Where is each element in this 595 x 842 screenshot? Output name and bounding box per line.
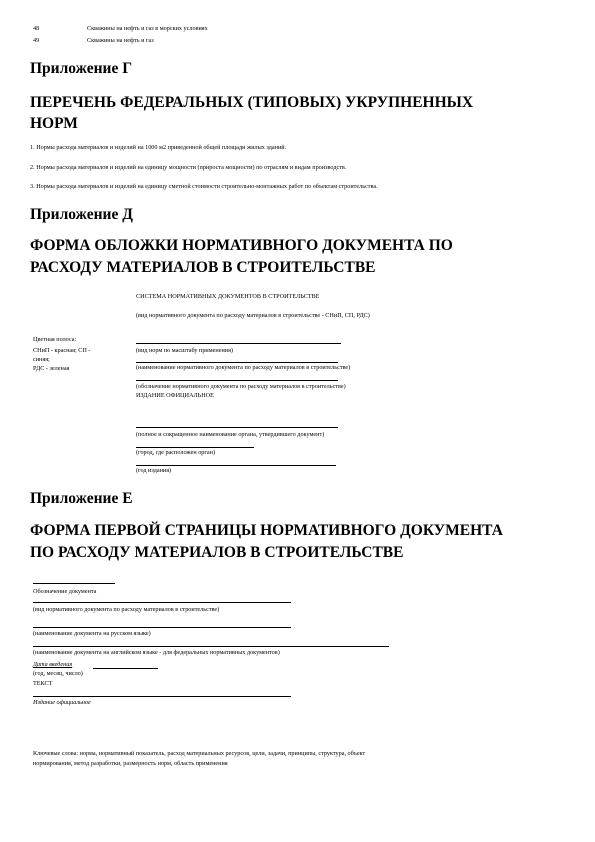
keywords-line-1: Ключевые слова: норма, нормативный показатель, расход материальных ресурсов, цели, задачи, принципы, структура, объект <box>33 750 366 757</box>
form-line <box>33 627 291 628</box>
cover-line <box>136 362 338 363</box>
form-line <box>33 583 115 584</box>
date-line <box>93 668 158 669</box>
keywords-line-2: нормирования, метод разработки, размерность норм, область применения <box>33 760 228 767</box>
row-number: 48 <box>33 25 40 32</box>
table-cell: Скважины на нефть и газ в морских условиях <box>87 25 208 32</box>
cover-line <box>136 380 338 381</box>
table-cell: Скважины на нефть и газ <box>87 37 154 44</box>
appendix-g-title-line-2: НОРМ <box>30 115 78 132</box>
official-edition-label: Издание официальное <box>33 699 91 706</box>
english-name-caption: (наименование документа на английском языке - для федеральных нормативных документов) <box>33 649 280 656</box>
scale-caption: (вид норм по масштабу применения) <box>136 347 233 354</box>
appendix-d-title-line-1: ФОРМА ОБЛОЖКИ НОРМАТИВНОГО ДОКУМЕНТА ПО <box>30 237 453 254</box>
doc-type-caption: (вид нормативного документа по расходу материалов в строительстве - СНиП, СП, РДС) <box>136 312 370 319</box>
left-note: СНиП - красная; СП - <box>33 347 91 354</box>
designation-label: Обозначение документа <box>33 588 97 595</box>
cover-line <box>136 427 338 428</box>
left-note: Цветная полоса: <box>33 336 77 343</box>
appendix-g-title-line-1: ПЕРЕЧЕНЬ ФЕДЕРАЛЬНЫХ (ТИПОВЫХ) УКРУПНЕННЫХ <box>30 94 474 111</box>
left-note: синяя; <box>33 356 50 363</box>
appendix-d-title-line-2: РАСХОДУ МАТЕРИАЛОВ В СТРОИТЕЛЬСТВЕ <box>30 259 376 276</box>
row-number: 49 <box>33 37 40 44</box>
form-line <box>33 646 389 647</box>
list-item: 2. Нормы расхода материалов и изделий на единицу мощности (прироста мощности) по отраслям и видам производств. <box>30 164 347 171</box>
name-caption: (наименование нормативного документа по расходу материалов в строительстве) <box>136 364 351 371</box>
official-edition-label: ИЗДАНИЕ ОФИЦИАЛЬНОЕ <box>136 392 214 399</box>
cover-line <box>136 465 336 466</box>
intro-date-label: Дата введения <box>33 661 73 668</box>
system-line: СИСТЕМА НОРМАТИВНЫХ ДОКУМЕНТОВ В СТРОИТЕЛЬСТВЕ <box>136 293 320 300</box>
date-format-caption: (год, месяц, число) <box>33 670 83 677</box>
org-caption: (полное и сокращенное наименование органа, утвердившего документ) <box>136 431 325 438</box>
doc-type-caption: (вид нормативного документа по расходу материалов в строительстве) <box>33 606 220 613</box>
form-line <box>33 602 291 603</box>
cover-line <box>136 343 341 344</box>
appendix-d-heading: Приложение Д <box>30 206 133 223</box>
year-caption: (год издания) <box>136 467 172 474</box>
appendix-e-title-line-1: ФОРМА ПЕРВОЙ СТРАНИЦЫ НОРМАТИВНОГО ДОКУМЕНТА <box>30 522 503 539</box>
appendix-g-heading: Приложение Г <box>30 60 133 77</box>
russian-name-caption: (наименование документа на русском языке) <box>33 630 151 637</box>
designation-caption: (обозначение нормативного документа по расходу материалов в строительстве) <box>136 383 346 390</box>
text-label: ТЕКСТ <box>33 680 53 687</box>
city-caption: (город, где расположен орган) <box>136 449 216 456</box>
form-line <box>33 696 291 697</box>
cover-line <box>136 447 254 448</box>
list-item: 1. Нормы расхода материалов и изделий на 1000 м2 приведенной общей площади жилых зданий. <box>30 144 287 151</box>
appendix-e-title-line-2: ПО РАСХОДУ МАТЕРИАЛОВ В СТРОИТЕЛЬСТВЕ <box>30 544 404 561</box>
appendix-e-heading: Приложение Е <box>30 490 133 507</box>
table-row <box>33 25 39 33</box>
list-item: 3. Нормы расхода материалов и изделий на единицу сметной стоимости строительно-монтажных работ по объектам строительства. <box>30 183 378 190</box>
table-row <box>33 37 39 45</box>
left-note: РДС - зеленая <box>33 365 70 372</box>
